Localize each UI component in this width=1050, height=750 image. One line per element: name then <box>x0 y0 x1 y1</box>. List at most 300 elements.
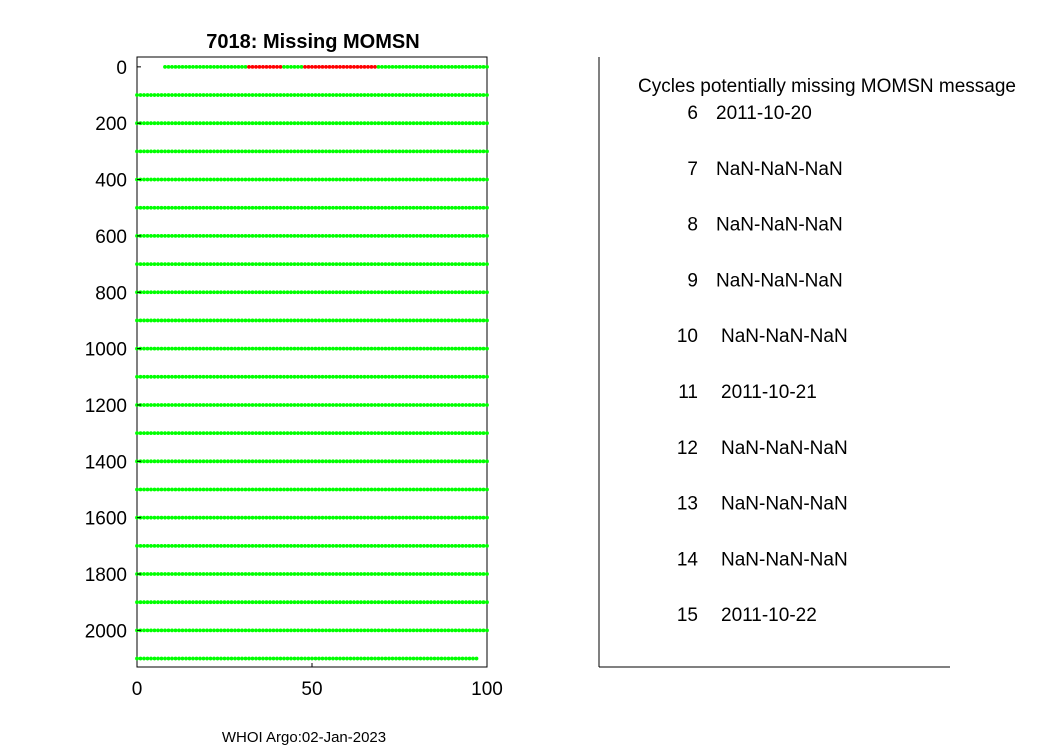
momsn-point <box>223 403 227 407</box>
momsn-point <box>160 262 164 266</box>
momsn-point <box>454 375 458 379</box>
momsn-point <box>443 572 447 576</box>
momsn-point <box>244 149 248 153</box>
momsn-point <box>440 572 444 576</box>
momsn-point <box>275 262 279 266</box>
momsn-point <box>394 93 398 97</box>
momsn-point <box>335 149 339 153</box>
momsn-point <box>170 516 174 520</box>
momsn-point <box>198 262 202 266</box>
momsn-point <box>184 319 188 323</box>
momsn-point <box>377 375 381 379</box>
momsn-point <box>415 600 419 604</box>
momsn-point <box>447 628 451 632</box>
momsn-point <box>191 459 195 463</box>
momsn-point <box>310 206 314 210</box>
momsn-point <box>216 121 220 125</box>
momsn-point <box>202 544 206 548</box>
momsn-point <box>177 516 181 520</box>
momsn-point <box>247 572 251 576</box>
momsn-point <box>314 347 318 351</box>
momsn-point <box>338 319 342 323</box>
momsn-point <box>268 262 272 266</box>
momsn-point <box>310 544 314 548</box>
momsn-point <box>373 657 377 661</box>
momsn-point <box>310 262 314 266</box>
momsn-point <box>310 93 314 97</box>
momsn-point <box>191 206 195 210</box>
momsn-point <box>363 206 367 210</box>
momsn-point <box>398 657 402 661</box>
momsn-point <box>286 206 290 210</box>
momsn-point <box>216 149 220 153</box>
momsn-point <box>300 600 304 604</box>
cycle-date: NaN-NaN-NaN <box>716 158 843 180</box>
momsn-point <box>478 319 482 323</box>
momsn-point <box>233 403 237 407</box>
momsn-point <box>314 544 318 548</box>
momsn-point <box>307 319 311 323</box>
missing-momsn-point <box>345 65 349 69</box>
momsn-point <box>356 431 360 435</box>
momsn-point <box>184 657 188 661</box>
momsn-point <box>419 657 423 661</box>
momsn-point <box>219 121 223 125</box>
momsn-point <box>219 459 223 463</box>
momsn-point <box>160 319 164 323</box>
momsn-point <box>464 93 468 97</box>
cycle-date: NaN-NaN-NaN <box>716 214 843 236</box>
momsn-point <box>293 65 297 69</box>
momsn-point <box>296 488 300 492</box>
momsn-point <box>461 347 465 351</box>
momsn-point <box>310 459 314 463</box>
momsn-point <box>226 572 230 576</box>
momsn-point <box>429 657 433 661</box>
cycle-date: 2011-10-21 <box>721 382 817 403</box>
momsn-point <box>436 375 440 379</box>
momsn-point <box>391 572 395 576</box>
momsn-point <box>310 403 314 407</box>
momsn-point <box>296 431 300 435</box>
momsn-point <box>163 347 167 351</box>
momsn-point <box>412 403 416 407</box>
momsn-point <box>205 290 209 294</box>
momsn-point <box>429 459 433 463</box>
momsn-point <box>475 93 479 97</box>
momsn-point <box>244 234 248 238</box>
momsn-point <box>429 516 433 520</box>
momsn-point <box>384 403 388 407</box>
momsn-point <box>202 431 206 435</box>
momsn-point <box>279 403 283 407</box>
momsn-point <box>464 628 468 632</box>
momsn-point <box>363 319 367 323</box>
missing-momsn-point <box>254 65 258 69</box>
momsn-point <box>468 347 472 351</box>
momsn-point <box>468 319 472 323</box>
momsn-point <box>209 459 213 463</box>
momsn-point <box>412 178 416 182</box>
momsn-point <box>394 347 398 351</box>
momsn-point <box>384 488 388 492</box>
momsn-point <box>240 319 244 323</box>
momsn-point <box>485 149 489 153</box>
momsn-point <box>317 121 321 125</box>
momsn-point <box>209 121 213 125</box>
momsn-point <box>384 121 388 125</box>
momsn-point <box>352 178 356 182</box>
momsn-point <box>359 319 363 323</box>
momsn-point <box>415 290 419 294</box>
momsn-point <box>426 375 430 379</box>
momsn-point <box>433 121 437 125</box>
momsn-point <box>279 319 283 323</box>
momsn-point <box>380 262 384 266</box>
momsn-point <box>293 628 297 632</box>
momsn-point <box>349 403 353 407</box>
momsn-point <box>307 375 311 379</box>
momsn-point <box>314 93 318 97</box>
momsn-point <box>391 93 395 97</box>
momsn-point <box>202 516 206 520</box>
momsn-point <box>426 319 430 323</box>
momsn-point <box>310 375 314 379</box>
momsn-point <box>419 431 423 435</box>
momsn-point <box>237 93 241 97</box>
momsn-point <box>167 93 171 97</box>
momsn-point <box>258 319 262 323</box>
momsn-point <box>212 572 216 576</box>
momsn-point <box>139 600 143 604</box>
momsn-point <box>258 347 262 351</box>
momsn-point <box>272 178 276 182</box>
momsn-point <box>282 431 286 435</box>
momsn-point <box>317 657 321 661</box>
momsn-point <box>447 65 451 69</box>
momsn-point <box>184 459 188 463</box>
momsn-point <box>363 544 367 548</box>
momsn-point <box>296 375 300 379</box>
momsn-point <box>391 65 395 69</box>
momsn-point <box>415 516 419 520</box>
momsn-point <box>244 93 248 97</box>
momsn-point <box>464 290 468 294</box>
momsn-point <box>457 572 461 576</box>
momsn-point <box>184 178 188 182</box>
momsn-point <box>342 403 346 407</box>
momsn-point <box>223 234 227 238</box>
momsn-point <box>223 600 227 604</box>
momsn-point <box>209 628 213 632</box>
momsn-point <box>265 93 269 97</box>
momsn-point <box>356 657 360 661</box>
momsn-point <box>412 262 416 266</box>
momsn-point <box>275 488 279 492</box>
momsn-point <box>387 234 391 238</box>
momsn-point <box>244 375 248 379</box>
momsn-point <box>286 65 290 69</box>
momsn-point <box>279 262 283 266</box>
momsn-point <box>475 375 479 379</box>
momsn-point <box>142 544 146 548</box>
momsn-point <box>153 516 157 520</box>
momsn-point <box>398 347 402 351</box>
momsn-point <box>394 65 398 69</box>
momsn-point <box>422 93 426 97</box>
x-tick-label: 100 <box>471 679 503 700</box>
momsn-point <box>419 121 423 125</box>
momsn-point <box>251 628 255 632</box>
momsn-point <box>464 431 468 435</box>
momsn-point <box>356 149 360 153</box>
momsn-point <box>282 657 286 661</box>
momsn-point <box>482 459 486 463</box>
momsn-point <box>331 375 335 379</box>
momsn-point <box>387 657 391 661</box>
cycle-date: 2011-10-20 <box>716 103 812 124</box>
momsn-point <box>149 516 153 520</box>
momsn-point <box>289 178 293 182</box>
momsn-point <box>184 572 188 576</box>
momsn-point <box>328 600 332 604</box>
momsn-point <box>345 628 349 632</box>
momsn-point <box>324 121 328 125</box>
momsn-point <box>324 319 328 323</box>
momsn-point <box>268 544 272 548</box>
momsn-point <box>429 600 433 604</box>
momsn-point <box>464 234 468 238</box>
momsn-point <box>426 262 430 266</box>
momsn-point <box>212 206 216 210</box>
momsn-point <box>258 657 262 661</box>
momsn-point <box>261 375 265 379</box>
momsn-point <box>181 431 185 435</box>
momsn-point <box>408 403 412 407</box>
momsn-point <box>359 234 363 238</box>
momsn-point <box>387 516 391 520</box>
momsn-point <box>300 347 304 351</box>
momsn-point <box>349 319 353 323</box>
momsn-point <box>205 516 209 520</box>
momsn-point <box>440 347 444 351</box>
momsn-point <box>181 319 185 323</box>
momsn-point <box>237 516 241 520</box>
momsn-point <box>349 600 353 604</box>
momsn-point <box>303 347 307 351</box>
momsn-point <box>408 516 412 520</box>
momsn-point <box>219 488 223 492</box>
momsn-row <box>135 516 489 520</box>
momsn-point <box>198 431 202 435</box>
momsn-point <box>405 178 409 182</box>
momsn-point <box>188 262 192 266</box>
momsn-point <box>219 93 223 97</box>
momsn-point <box>254 431 258 435</box>
momsn-point <box>258 206 262 210</box>
momsn-point <box>209 544 213 548</box>
momsn-point <box>415 149 419 153</box>
momsn-point <box>461 290 465 294</box>
momsn-point <box>331 628 335 632</box>
momsn-point <box>247 544 251 548</box>
momsn-point <box>198 403 202 407</box>
momsn-point <box>468 65 472 69</box>
momsn-point <box>429 403 433 407</box>
momsn-point <box>447 572 451 576</box>
momsn-point <box>387 93 391 97</box>
momsn-point <box>321 290 325 294</box>
momsn-point <box>380 375 384 379</box>
momsn-point <box>174 206 178 210</box>
momsn-point <box>335 516 339 520</box>
momsn-point <box>142 178 146 182</box>
momsn-point <box>471 347 475 351</box>
momsn-point <box>160 93 164 97</box>
momsn-row <box>135 121 489 125</box>
momsn-point <box>370 206 374 210</box>
momsn-point <box>482 290 486 294</box>
momsn-point <box>415 375 419 379</box>
momsn-point <box>156 516 160 520</box>
momsn-point <box>268 572 272 576</box>
momsn-point <box>454 319 458 323</box>
momsn-point <box>261 431 265 435</box>
momsn-point <box>163 121 167 125</box>
momsn-point <box>198 65 202 69</box>
momsn-point <box>415 628 419 632</box>
momsn-point <box>349 262 353 266</box>
momsn-point <box>209 234 213 238</box>
momsn-point <box>391 600 395 604</box>
momsn-point <box>293 600 297 604</box>
momsn-point <box>184 544 188 548</box>
momsn-point <box>184 121 188 125</box>
momsn-point <box>289 234 293 238</box>
momsn-point <box>205 178 209 182</box>
momsn-point <box>167 657 171 661</box>
momsn-point <box>163 431 167 435</box>
momsn-point <box>436 347 440 351</box>
momsn-point <box>405 290 409 294</box>
momsn-point <box>331 488 335 492</box>
momsn-point <box>373 206 377 210</box>
momsn-point <box>167 262 171 266</box>
cycle-row <box>677 438 848 459</box>
momsn-point <box>240 347 244 351</box>
momsn-point <box>219 319 223 323</box>
momsn-point <box>475 516 479 520</box>
momsn-point <box>205 93 209 97</box>
momsn-point <box>240 572 244 576</box>
momsn-point <box>394 657 398 661</box>
momsn-point <box>233 572 237 576</box>
missing-momsn-point <box>373 65 377 69</box>
momsn-point <box>198 459 202 463</box>
momsn-point <box>422 178 426 182</box>
momsn-row <box>135 375 489 379</box>
momsn-point <box>359 488 363 492</box>
momsn-point <box>191 403 195 407</box>
momsn-point <box>167 572 171 576</box>
momsn-point <box>408 431 412 435</box>
momsn-point <box>412 600 416 604</box>
momsn-point <box>440 149 444 153</box>
momsn-point <box>289 431 293 435</box>
momsn-point <box>149 600 153 604</box>
momsn-point <box>202 234 206 238</box>
momsn-point <box>391 347 395 351</box>
momsn-point <box>394 403 398 407</box>
momsn-point <box>146 516 150 520</box>
momsn-point <box>342 93 346 97</box>
momsn-point <box>461 431 465 435</box>
momsn-point <box>181 459 185 463</box>
momsn-point <box>331 403 335 407</box>
momsn-point <box>485 572 489 576</box>
momsn-point <box>174 234 178 238</box>
momsn-point <box>275 149 279 153</box>
momsn-point <box>310 628 314 632</box>
momsn-point <box>359 572 363 576</box>
momsn-point <box>408 319 412 323</box>
momsn-point <box>181 65 185 69</box>
momsn-point <box>384 290 388 294</box>
momsn-point <box>377 544 381 548</box>
momsn-point <box>170 431 174 435</box>
momsn-point <box>408 600 412 604</box>
momsn-point <box>415 319 419 323</box>
momsn-point <box>240 488 244 492</box>
momsn-point <box>377 459 381 463</box>
momsn-point <box>405 206 409 210</box>
momsn-point <box>412 347 416 351</box>
momsn-point <box>349 657 353 661</box>
momsn-point <box>359 600 363 604</box>
momsn-point <box>342 375 346 379</box>
y-tick-label: 1800 <box>84 565 127 587</box>
momsn-point <box>443 600 447 604</box>
momsn-point <box>188 657 192 661</box>
momsn-point <box>279 178 283 182</box>
momsn-point <box>230 516 234 520</box>
momsn-row <box>135 403 489 407</box>
momsn-point <box>398 234 402 238</box>
momsn-point <box>293 347 297 351</box>
momsn-point <box>275 178 279 182</box>
momsn-point <box>342 121 346 125</box>
momsn-point <box>450 459 454 463</box>
momsn-point <box>296 319 300 323</box>
momsn-point <box>408 65 412 69</box>
momsn-point <box>433 149 437 153</box>
momsn-point <box>324 572 328 576</box>
y-tick-label: 2000 <box>84 621 127 643</box>
momsn-point <box>422 600 426 604</box>
momsn-point <box>366 121 370 125</box>
momsn-point <box>443 347 447 351</box>
momsn-point <box>377 572 381 576</box>
momsn-point <box>254 657 258 661</box>
momsn-point <box>468 149 472 153</box>
momsn-point <box>356 121 360 125</box>
momsn-point <box>153 234 157 238</box>
momsn-point <box>293 544 297 548</box>
momsn-point <box>324 375 328 379</box>
momsn-point <box>443 628 447 632</box>
momsn-point <box>485 290 489 294</box>
momsn-point <box>223 516 227 520</box>
